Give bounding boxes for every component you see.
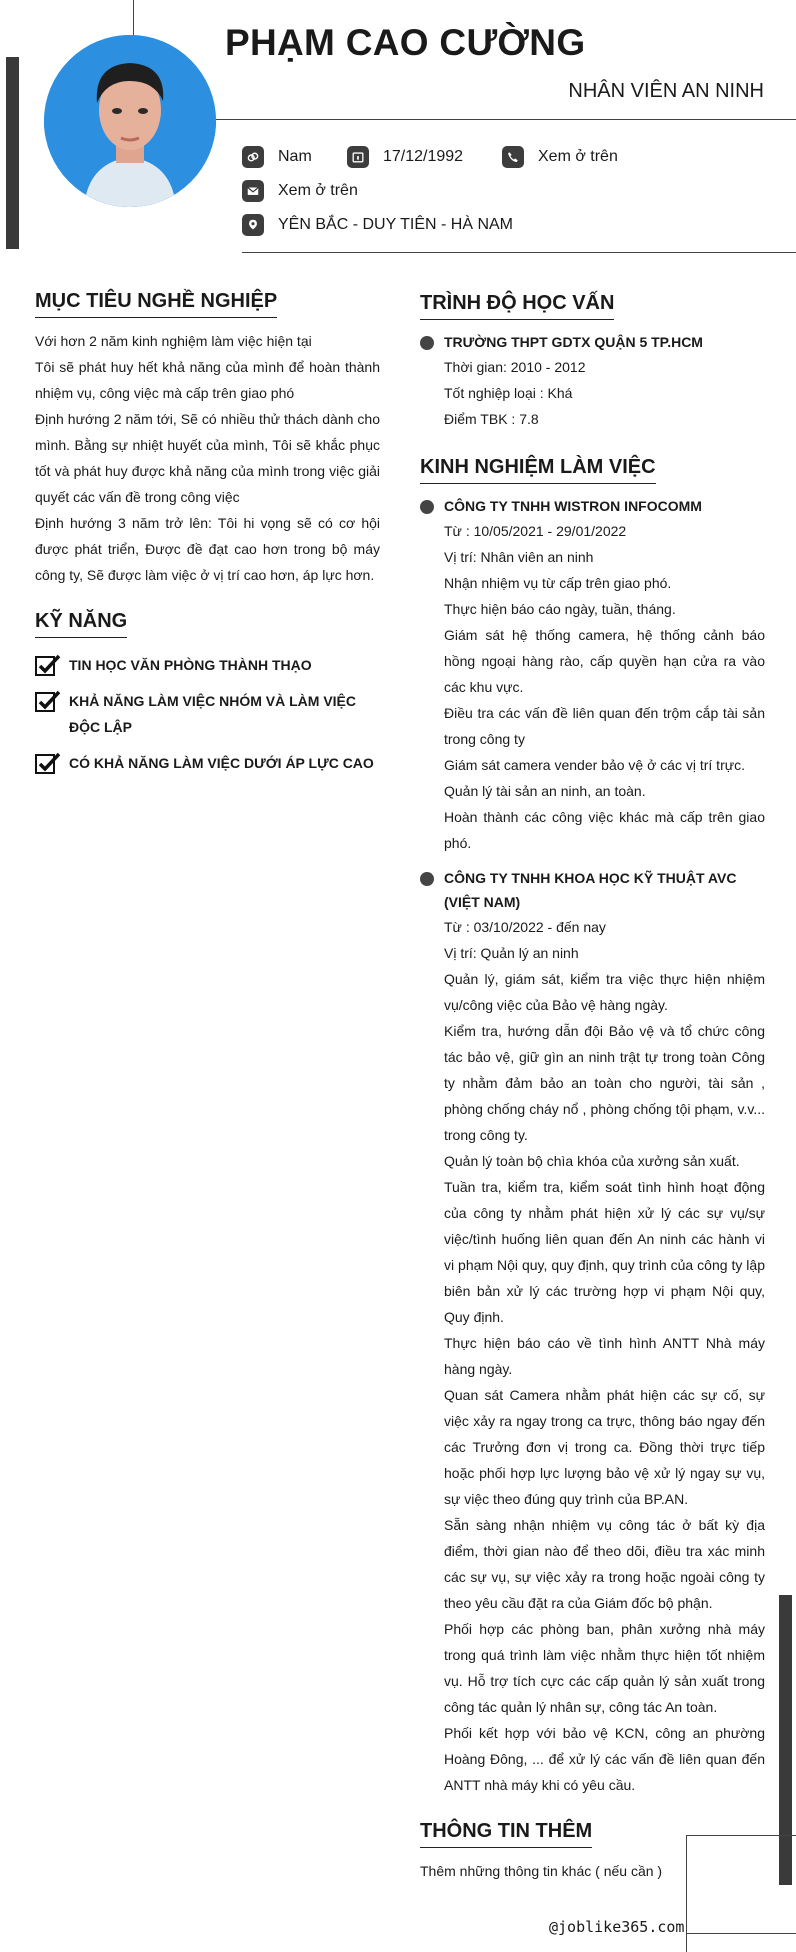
bullet-icon (420, 872, 434, 886)
job-entry (420, 866, 765, 1798)
skill-item (35, 750, 380, 776)
candidate-name: PHẠM CAO CƯỜNG (225, 22, 586, 63)
school-name: TRƯỜNG THPT GDTX QUẬN 5 TP.HCM (444, 334, 703, 350)
birthday-row (347, 146, 463, 168)
footer-line-v (686, 1925, 687, 1952)
skill-item (35, 688, 380, 740)
contact-rule (242, 252, 796, 253)
job-title: NHÂN VIÊN AN NINH (568, 80, 764, 102)
job-line: Quản lý, giám sát, kiểm tra việc thực hiện nhiệm vụ/công việc của Bảo vệ hàng ngày. (444, 971, 765, 1013)
company-name: CÔNG TY TNHH WISTRON INFOCOMM (444, 498, 702, 514)
gender-icon (242, 146, 264, 168)
checkbox-icon (35, 654, 61, 676)
education-heading: TRÌNH ĐỘ HỌC VẤN (420, 292, 614, 320)
top-vertical-line (133, 0, 134, 40)
phone-value: Xem ở trên (538, 148, 618, 165)
gender-value: Nam (278, 148, 312, 165)
job-line: Quản lý toàn bộ chìa khóa của xưởng sản xuất. (444, 1153, 740, 1169)
job-line: Vị trí: Nhân viên an ninh (444, 549, 594, 565)
email-icon (242, 180, 264, 202)
job-line: Giám sát hệ thống camera, hệ thống cảnh báo hồng ngoại hàng rào, cấp quyền hạn cửa ra vào các khu vực. (444, 627, 765, 695)
job-line: Tuần tra, kiểm tra, kiểm soát tình hình hoạt động của công ty nhằm phát hiện xử lý các sự vụ/sự việc/tình huống liên quan đến An ninh các hành vi vi phạm Nội quy, quy định, quy trình của công ty lập biên bản xử lý các trường hợp vi phạm Nội quy, Quy định. (444, 1179, 765, 1325)
skill-label: TIN HỌC VĂN PHÒNG THÀNH THẠO (69, 657, 312, 673)
objective-line: Với hơn 2 năm kinh nghiệm làm việc hiện tại (35, 333, 312, 349)
objective-line: Định hướng 2 năm tới, Sẽ có nhiều thử thách dành cho mình. Bằng sự nhiệt huyết của mình, Tôi sẽ khắc phục tốt và phát huy được khả năng của mình trong việc giải quyết các vấn đề trong công việc (35, 411, 380, 505)
checkbox-icon (35, 752, 61, 774)
skill-label: KHẢ NĂNG LÀM VIỆC NHÓM VÀ LÀM VIỆC ĐỘC LẬP (69, 693, 356, 735)
job-line: Sẵn sàng nhận nhiệm vụ công tác ở bất kỳ địa điểm, thời gian nào để theo dõi, điều tra xác minh các sự vụ, sự việc xảy ra trong hoặc ngoài công ty theo yêu cầu đặt ra của Giám đốc bộ phận. (444, 1517, 765, 1611)
experience-heading: KINH NGHIỆM LÀM VIỆC (420, 456, 656, 484)
job-line: Từ : 03/10/2022 - đến nay (444, 919, 606, 935)
address-value: YÊN BẮC - DUY TIÊN - HÀ NAM (278, 216, 513, 233)
right-accent-bar (779, 1595, 792, 1885)
job-line: Vị trí: Quản lý an ninh (444, 945, 579, 961)
job-line: Quản lý tài sản an ninh, an toàn. (444, 783, 646, 799)
phone-row (502, 146, 618, 168)
skills-heading: KỸ NĂNG (35, 610, 127, 638)
education-line: Điểm TBK : 7.8 (444, 411, 539, 427)
phone-icon (502, 146, 524, 168)
objective-heading: MỤC TIÊU NGHỀ NGHIỆP (35, 290, 277, 318)
job-line: Điều tra các vấn đề liên quan đến trộm cắp tài sản trong công ty (444, 705, 765, 747)
watermark: @joblike365.com (549, 1918, 685, 1936)
calendar-icon (347, 146, 369, 168)
job-line: Kiểm tra, hướng dẫn đội Bảo vệ và tổ chức công tác bảo vệ, giữ gìn an ninh trật tự trong toàn Công ty nhằm đảm bảo an toàn cho người, tài sản , phòng chống cháy nổ , phòng chống tội phạm, v.v... trong công ty. (444, 1023, 765, 1143)
bullet-icon (420, 500, 434, 514)
job-line: Quan sát Camera nhằm phát hiện các sự cố, sự việc xảy ra ngay trong ca trực, thông báo ngay đến các Trưởng đơn vị trong ca. Đồng thời trực tiếp hoặc phối hợp lực lượng bảo vệ xử lý ngay sự vụ, sự việc theo đúng quy trình của BP.AN. (444, 1387, 765, 1507)
email-row (242, 180, 358, 202)
company-name: CÔNG TY TNHH KHOA HỌC KỸ THUẬT AVC (VIỆT NAM) (444, 870, 737, 910)
education-line: Thời gian: 2010 - 2012 (444, 359, 586, 375)
objective-line: Định hướng 3 năm trở lên: Tôi hi vọng sẽ có cơ hội được phát triển, Được đề đạt cao hơn trong bộ máy công ty, Sẽ được làm việc ở vị trí cao hơn, áp lực hơn. (35, 515, 380, 583)
education-line: Tốt nghiệp loại : Khá (444, 385, 573, 401)
left-column (35, 290, 380, 786)
avatar (44, 35, 216, 207)
footer-line-h (686, 1933, 796, 1934)
job-line: Thực hiện báo cáo ngày, tuần, tháng. (444, 601, 676, 617)
bullet-icon (420, 336, 434, 350)
job-line: Thực hiện báo cáo về tình hình ANTT Nhà máy hàng ngày. (444, 1335, 765, 1377)
header-rule (216, 119, 796, 120)
job-entry (420, 494, 765, 856)
extra-heading: THÔNG TIN THÊM (420, 1820, 592, 1848)
job-line: Nhận nhiệm vụ từ cấp trên giao phó. (444, 575, 672, 591)
skill-item (35, 652, 380, 678)
email-value: Xem ở trên (278, 182, 358, 199)
objective-line: Tôi sẽ phát huy hết khả năng của mình để hoàn thành nhiệm vụ, công việc mà cấp trên giao phó (35, 359, 380, 401)
address-row (242, 214, 513, 236)
education-entry (420, 330, 765, 432)
job-line: Phối hợp các phòng ban, phân xưởng nhà máy trong quá trình làm việc nhằm thực hiện tốt nhiệm vụ. Hỗ trợ tích cực các cấp quản lý sản xuất trong công tác quản lý nhân sự, công tác An toàn. (444, 1621, 765, 1715)
job-line: Phối kết hợp với bảo vệ KCN, công an phường Hoàng Đông, ... để xử lý các vấn đề liên quan đến ANTT nhà máy khi có yêu cầu. (444, 1725, 765, 1793)
checkbox-icon (35, 690, 61, 712)
objective-body (35, 328, 380, 588)
job-line: Giám sát camera vender bảo vệ ở các vị trí trực. (444, 757, 745, 773)
gender-row (242, 146, 312, 168)
extra-text: Thêm những thông tin khác ( nếu cần ) (420, 1863, 663, 1879)
left-accent-bar (6, 57, 19, 249)
job-line: Từ : 10/05/2021 - 29/01/2022 (444, 523, 627, 539)
skills-list (35, 652, 380, 776)
location-icon (242, 214, 264, 236)
skill-label: CÓ KHẢ NĂNG LÀM VIỆC DƯỚI ÁP LỰC CAO (69, 755, 374, 771)
right-column (420, 292, 765, 1884)
birthday-value: 17/12/1992 (383, 148, 464, 165)
job-line: Hoàn thành các công việc khác mà cấp trên giao phó. (444, 809, 765, 851)
